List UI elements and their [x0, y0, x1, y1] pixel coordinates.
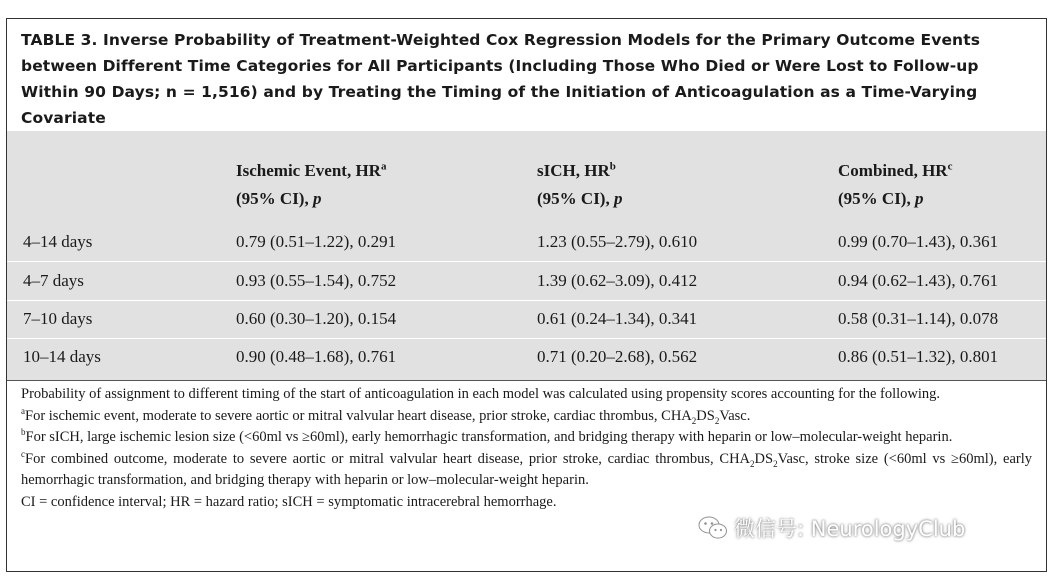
- row-label: 4–7 days: [23, 271, 84, 290]
- cell-sich: 1.39 (0.62–3.09), 0.412: [537, 271, 698, 290]
- watermark: [698, 512, 965, 544]
- footnote-a: $^a$For ischemic event, moderate to severe aortic or mitral valvular heart disease, prior stroke, cardiac thrombus, $CHA_2DS_2Vasc$.: [21, 405, 751, 426]
- table-frame: [6, 18, 1047, 572]
- row-label: 7–10 days: [23, 309, 93, 328]
- footnote-abbreviations: CI = confidence interval; HR = hazard ratio; sICH = symptomatic intracerebral hemorrhage.: [21, 493, 557, 510]
- cell-sich: 0.61 (0.24–1.34), 0.341: [537, 309, 698, 328]
- cell-ischemic: 0.60 (0.30–1.20), 0.154: [236, 309, 397, 328]
- column-header-sich: sICH, $HR^b$ (95% CI), p: [537, 160, 623, 208]
- watermark-text: 微信号: NeurologyClub: [734, 517, 966, 541]
- title-line: Within 90 Days; n = 1,516) and by Treating the Timing of the Initiation of Anticoagulation as a Time-Varying: [21, 83, 978, 101]
- cell-combined: 0.58 (0.31–1.14), 0.078: [838, 309, 999, 328]
- table-row: [7, 338, 1046, 376]
- title-line: Covariate: [21, 109, 106, 127]
- cell-sich: 0.71 (0.20–2.68), 0.562: [537, 347, 698, 366]
- table-footnotes: [21, 384, 1032, 513]
- cell-ischemic: 0.90 (0.48–1.68), 0.761: [236, 347, 397, 366]
- cell-combined: 0.86 (0.51–1.32), 0.801: [838, 347, 999, 366]
- title-line: between Different Time Categories for All Participants (Including Those Who Died or Were Lost to Follow-up: [21, 57, 979, 75]
- cell-sich: 1.23 (0.55–2.79), 0.610: [537, 232, 698, 251]
- cell-ischemic: 0.79 (0.51–1.22), 0.291: [236, 232, 397, 251]
- row-label: 10–14 days: [23, 347, 101, 366]
- table-row: [7, 262, 1046, 300]
- table-title: [7, 19, 1046, 131]
- table-row: [7, 223, 1046, 261]
- table-row: [7, 300, 1046, 338]
- footnote-intro: Probability of assignment to different timing of the start of anticoagulation in each model was calculated using propensity scores accounting for the following.: [21, 386, 941, 402]
- wechat-icon: [698, 515, 728, 541]
- column-header-combined: Combined, $HR^c$ (95% CI), p: [838, 160, 953, 208]
- column-header-ischemic: Ischemic Event, $HR^a$ (95% CI), p: [236, 160, 387, 208]
- cell-combined: 0.99 (0.70–1.43), 0.361: [838, 232, 999, 251]
- cell-ischemic: 0.93 (0.55–1.54), 0.752: [236, 271, 397, 290]
- title-line: TABLE 3. Inverse Probability of Treatment-Weighted Cox Regression Models for the Primary Outcome Events: [21, 31, 981, 49]
- row-label: 4–14 days: [23, 232, 93, 251]
- cell-combined: 0.94 (0.62–1.43), 0.761: [838, 271, 999, 290]
- footnote-b: $^b$For sICH, large ischemic lesion size (<60ml vs ≥60ml), early hemorrhagic transformation, and bridging therapy with heparin or low–molecular-weight heparin.: [21, 427, 953, 445]
- footnote-c: $^c$For combined outcome, moderate to severe aortic or mitral valvular heart disease, prior stroke, cardiac thrombus, $CHA_2DS_2Vasc$, stroke size (<60ml vs ≥60ml), early hemorrhagic transformation, and bridging therapy with heparin or low–molecular-weight heparin.: [21, 448, 1032, 488]
- table-bottom-rule: [7, 380, 1046, 381]
- table-body: [7, 131, 1046, 380]
